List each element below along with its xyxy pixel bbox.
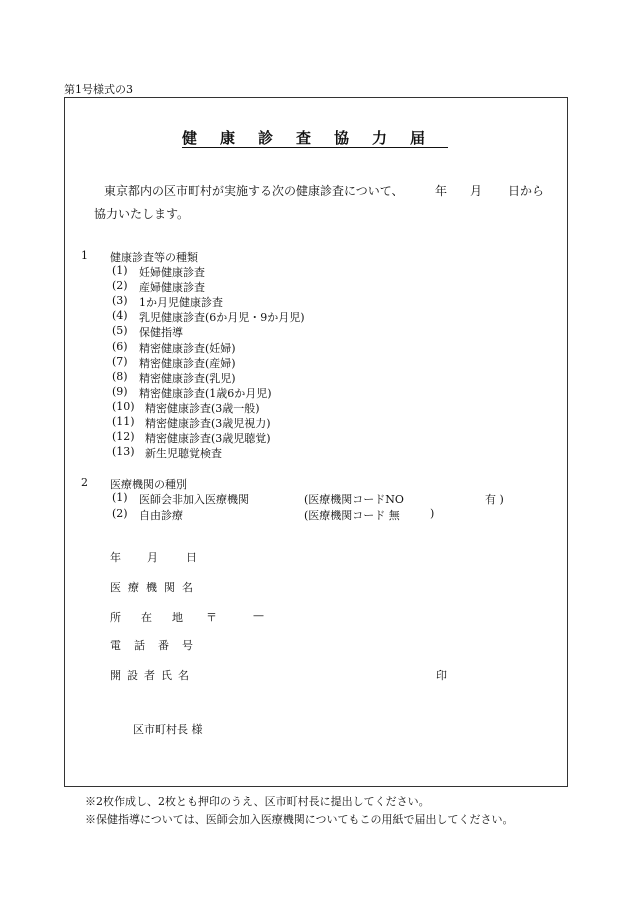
s2-item-label: 医師会非加入医療機関 — [139, 493, 249, 506]
s1-item-num: (8) — [112, 369, 128, 383]
phone-label: 電話番号 — [110, 639, 206, 652]
s1-item-num: (10) — [112, 399, 135, 413]
section1-heading: 健康診査等の種類 — [110, 251, 198, 264]
form-title — [0, 127, 630, 148]
s1-item-num: (5) — [112, 324, 128, 338]
s1-item-label: 1か月児健康診査 — [139, 296, 223, 310]
s1-item-label: 精密健康診査(3歳一般) — [145, 401, 260, 415]
note-2: ※保健指導については、医師会加入医療機関についてもこの用紙で届出してください。 — [85, 813, 514, 826]
s1-item-label: 保健指導 — [139, 326, 183, 340]
institution-label: 医療機関名 — [110, 581, 200, 594]
section2-heading: 医療機関の種別 — [110, 478, 187, 491]
s2-item-code-label: (医療機関コードNO — [304, 493, 404, 506]
s1-item-label: 精密健康診査(1歳6か月児) — [139, 386, 272, 400]
s1-item-label: 妊婦健康診査 — [139, 266, 205, 279]
s2-item-num: (1) — [112, 491, 128, 504]
date-month: 月 — [147, 551, 166, 564]
s1-item-label: 乳児健康診査(6か月児・9か月児) — [139, 311, 305, 325]
form-title-text: 健康診査協力届 — [181, 129, 448, 147]
s2-item-label: 自由診療 — [139, 509, 183, 522]
s1-item-num: (11) — [112, 415, 135, 428]
postal-dash: — — [253, 609, 272, 622]
s1-item-label: 新生児聴覚検査 — [145, 447, 222, 461]
date-day: 日 — [186, 551, 205, 564]
postal-mark: 〒 — [206, 611, 225, 624]
founder-label: 開設者氏名 — [110, 669, 195, 682]
section1-number: 1 — [81, 249, 88, 262]
s2-item-code-status: ) — [430, 507, 435, 520]
s1-item-label: 精密健康診査(妊婦) — [139, 341, 236, 355]
s1-item-num: (7) — [112, 354, 128, 368]
addressee: 区市町村長 様 — [133, 723, 203, 736]
s1-item-label: 精密健康診査(3歳児聴覚) — [145, 432, 271, 446]
intro-year: 年 — [435, 184, 448, 198]
intro-line2: 協力いたします。 — [94, 207, 190, 221]
intro-month: 月 — [470, 184, 483, 198]
section2-number: 2 — [81, 476, 88, 489]
s1-item-num: (13) — [112, 445, 135, 459]
s2-item-code-status: 有 ) — [485, 493, 504, 506]
s1-item-num: (12) — [112, 430, 135, 444]
date-year: 年 — [110, 551, 129, 564]
s1-item-num: (2) — [112, 279, 128, 293]
form-frame — [64, 97, 568, 787]
s1-item-num: (6) — [112, 339, 128, 353]
s1-item-label: 精密健康診査(3歳児視力) — [145, 417, 271, 430]
address-label: 所在地 — [110, 611, 203, 624]
form-number: 第1号様式の3 — [64, 83, 133, 96]
s2-item-num: (2) — [112, 507, 128, 520]
intro-line1: 東京都内の区市町村が実施する次の健康診査について、 — [104, 184, 404, 198]
intro-day-from: 日から — [508, 184, 545, 198]
s1-item-label: 精密健康診査(産婦) — [139, 356, 236, 370]
s1-item-num: (3) — [112, 294, 128, 308]
s1-item-num: (9) — [112, 384, 128, 398]
note-1: ※2枚作成し、2枚とも押印のうえ、区市町村長に提出してください。 — [85, 795, 430, 808]
s1-item-label: 精密健康診査(乳児) — [139, 371, 236, 385]
s1-item-num: (4) — [112, 309, 128, 323]
s2-item-code-label: (医療機関コード 無 — [304, 509, 400, 522]
seal-mark: 印 — [436, 669, 455, 682]
s1-item-num: (1) — [112, 264, 128, 277]
s1-item-label: 産婦健康診査 — [139, 281, 205, 295]
